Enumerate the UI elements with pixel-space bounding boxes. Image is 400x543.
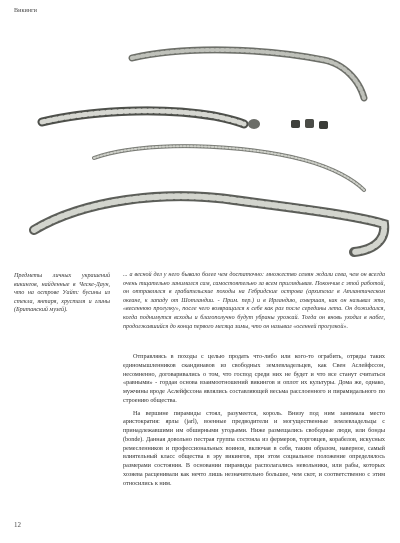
paragraph: Отправляясь в походы с целью продать что-либо или кого-то ограбить, отряды таких единомышленников скандинавов из свободных землевладельцев, как Свен Аслейфссон, несомненно, договаривались о том, что господ среди них не будет и что все станут считаться «равными» - гордая основа взаимоотношений викингов и оплот их культуры. Дома же, однако, мужчины вроде Аслейфссона являлись составляющей весьма расслоенного и пирамидального по строению общества. xyxy=(123,353,385,404)
necklace-strand-3 xyxy=(94,146,364,190)
photo-caption: Предметы личных украшений викингов, найденные в Ческе-Даун, что на острове Уайт: бусины из стекла, янтаря, хрусталя и глины (Британский музей). xyxy=(14,273,110,314)
beads-photograph xyxy=(14,40,390,262)
page-number: 12 xyxy=(14,521,21,529)
running-head: Викинги xyxy=(14,7,37,14)
saga-quote: ... а весной дел у него бывало более чем достаточно: множество семян ждали сева, чем он всегда очень тщательно занимался сам, самостоятельно за всем приглядывая. Покончив с этой работой, он отправлялся в грабительские походы на Гебридские острова (архипелаг в Атлантическом океане, к западу от Шотландии. - Прим. пер.) и в Ирландию, совершая, как он называл это, «весеннюю прогулку», после чего возвращался к себе как раз после середины лета. Он дожидался, когда поднимутся всходы и благополучно будут убраны урожай. Тогда он вновь уходил в набег, продолжавшийся до конца первого месяца зимы, что он называл «осенней прогулкой». xyxy=(123,272,385,330)
main-text xyxy=(123,353,385,488)
necklace-strand-4 xyxy=(34,196,384,252)
paragraph: На вершине пирамиды стоял, разумеется, король. Внизу под ним занимала место аристократия: ярлы (jarl), военные предводители и могущественные землевладельцы с принадлежавшими им обширными угодьями. Ниже размещались свободные люди, или бонды (bonde). Данная довольно пестрая группа состояла из фермеров, торговцев, корабелов, искусных ремесленников и профессиональных воинов, включая в себя, таким образом, наверное, самый влиятельный класс общества в эру викингов, при этом социальное положение определялось размерами состояния. В основании пирамиды располагались невольники, или рабы, которых хозяева расценивали как нечто лишь незначительно большее, чем скот, и соответственно с этим относились к ним. xyxy=(123,409,385,487)
necklace-strand-1 xyxy=(132,50,364,98)
loose-beads xyxy=(248,119,328,129)
necklace-strand-2 xyxy=(42,111,244,124)
